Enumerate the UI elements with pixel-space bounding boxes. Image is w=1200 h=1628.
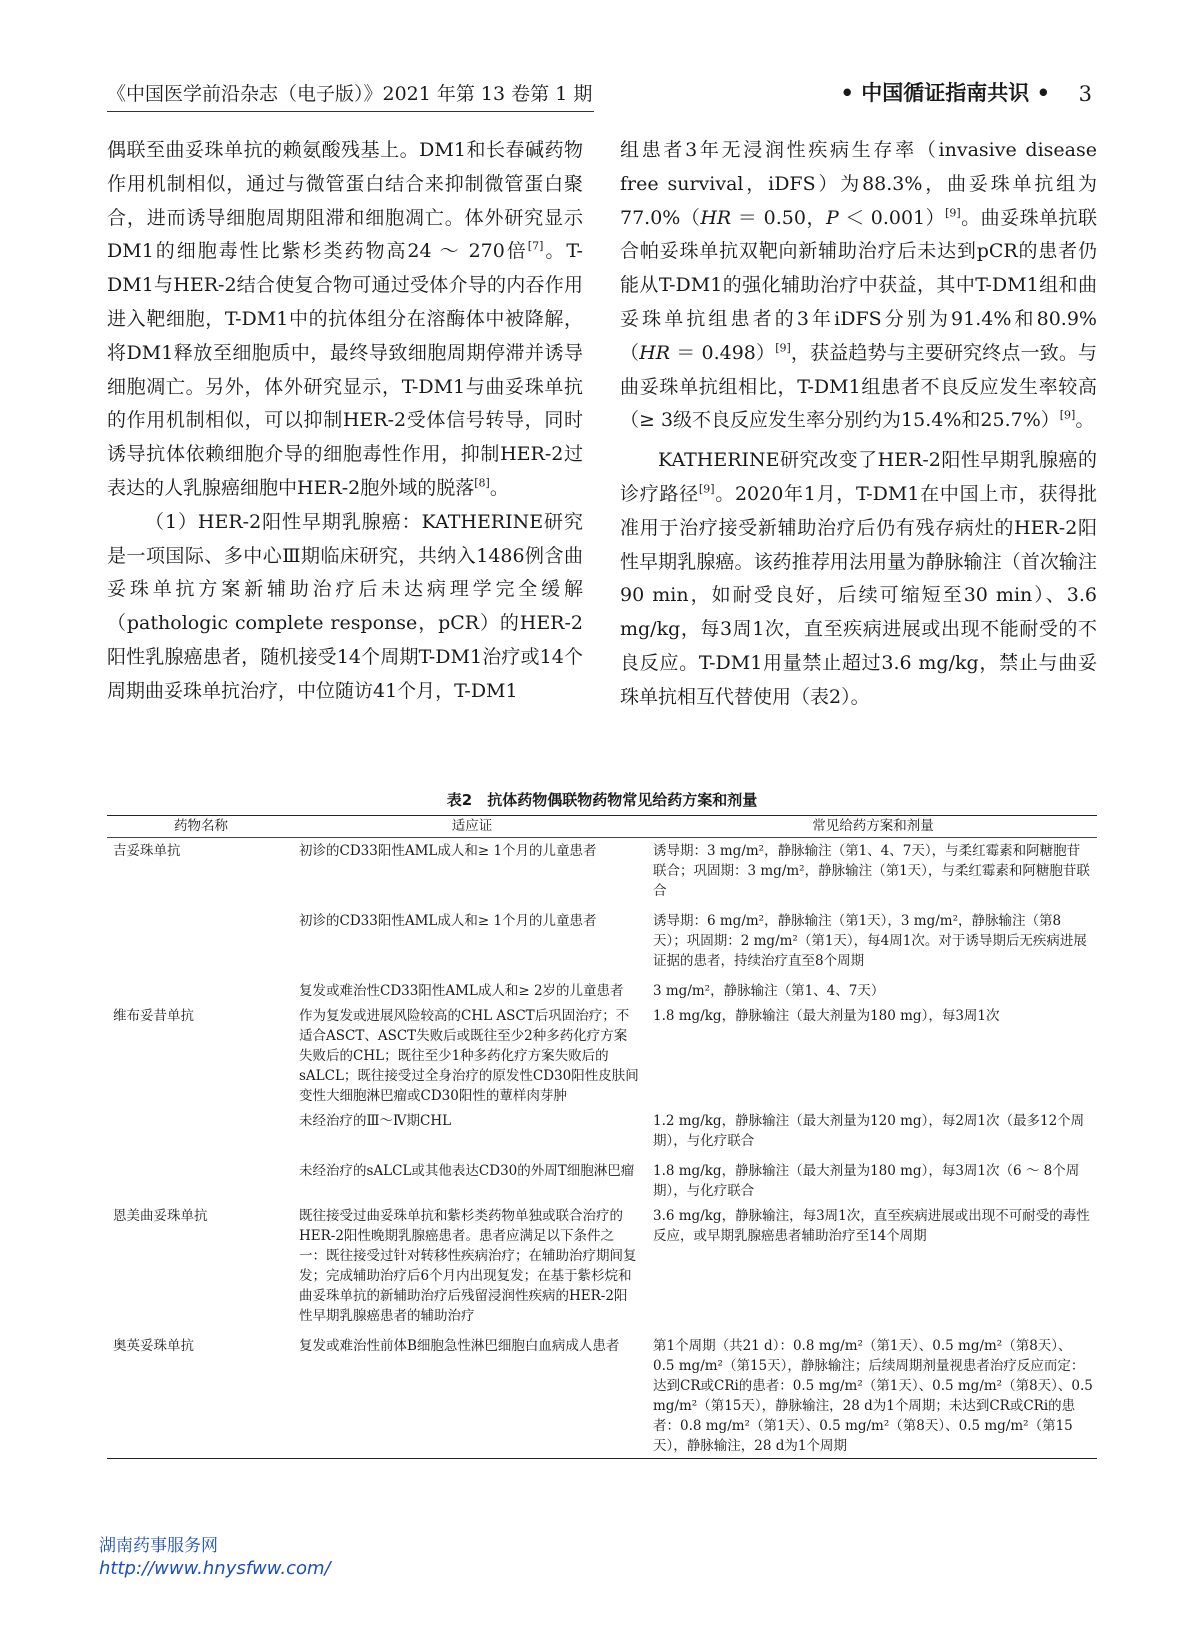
column-header-dose: 常见给药方案和剂量 [649, 816, 1097, 838]
right-paragraph-1 [620, 134, 1097, 438]
text-run: （1）HER-2阳性早期乳腺癌：KATHERINE研究是一项国际、多中心Ⅲ期临床研究，共纳入1486例含曲妥珠单抗方案新辅助治疗后未达病理学完全缓解（pathologic complete response，pCR）的HER-2阳性乳腺癌患者，随机接受14个周期T-DM1治疗或14个周期曲妥珠单抗治疗，中位随访41个月，T-DM1 [107, 510, 583, 702]
hazard-ratio-symbol: HR [639, 341, 671, 364]
dose-cell: 3.6 mg/kg，静脉输注，每3周1次，直至疾病进展或出现不可耐受的毒性反应，或早期乳腺癌患者辅助治疗至14个周期 [653, 1208, 1090, 1244]
text-run: KATHERINE研究改变了HER-2阳性早期乳腺癌的诊疗路径 [620, 449, 1097, 505]
journal-title: 《中国医学前沿杂志（电子版）》2021 年第 13 卷第 1 期 [107, 83, 593, 105]
table-row [107, 1203, 1097, 1328]
text-run: ，获益趋势与主要研究终点一致。与曲妥珠单抗组相比，T-DM1组患者不良反应发生率较高（≥ 3级不良反应发生率分别约为15.4%和25.7%） [620, 341, 1097, 432]
drug-name-cell [107, 1108, 295, 1153]
text-run: 。T-DM1与HER-2结合使复合物可通过受体介导的内吞作用进入靶细胞，T-DM1中的抗体组分在溶酶体中被降解，将DM1释放至细胞质中，最终导致细胞周期停滞并诱导细胞凋亡。另外，体外研究显示，T-DM1与曲妥珠单抗的作用机制相似，可以抑制HER-2受体信号转导，同时诱导抗体依赖细胞介导的细胞毒性作用，抑制HER-2过表达的人乳腺癌细胞中HER-2胞外域的脱落 [107, 240, 583, 499]
citation: [9] [698, 482, 715, 496]
text-run: ＝ 0.50， [731, 206, 826, 229]
table-row [107, 973, 1097, 1003]
table-header-row [107, 816, 1097, 838]
left-paragraph-1 [107, 134, 583, 506]
table-row [107, 903, 1097, 973]
dose-cell: 第1个周期（共21 d）：0.8 mg/m²（第1天）、0.5 mg/m²（第8天）、0.5 mg/m²（第15天），静脉输注；后续周期剂量视患者治疗反应而定：达到CR或CRi的患者：0.5 mg/m²（第1天）、0.5 mg/m²（第8天）、0.5 mg/m²（第15天），静脉输注，28 d为1个周期；未达到CR或CRi的患者：0.8 mg/m²（第1天）、0.5 mg/m²（第8天）、0.5 mg/m²（第15天），静脉输注，28 d为1个周期 [653, 1338, 1093, 1454]
dose-cell: 诱导期：6 mg/m²，静脉输注（第1天），3 mg/m²，静脉输注（第8天）；巩固期：2 mg/m²（第1天），每4周1次。对于诱导期后无疾病进展证据的患者，持续治疗直至8个周期 [653, 913, 1087, 969]
indication-cell: 作为复发或进展风险较高的CHL ASCT后巩固治疗；不适合ASCT、ASCT失败后或既往至少2种多药化疗方案失败后的CHL；既往至少1种多药化疗方案失败后的sALCL；既往接受过全身治疗的原发性CD30阳性皮肤间变性大细胞淋巴瘤或CD30阳性的蕈样肉芽肿 [299, 1008, 639, 1104]
dose-cell: 1.8 mg/kg，静脉输注（最大剂量为180 mg），每3周1次（6 ～ 8个周期），与化疗联合 [653, 1163, 1080, 1199]
drug-name-cell: 维布妥昔单抗 [113, 1008, 194, 1024]
dose-cell: 诱导期：3 mg/m²，静脉输注（第1、4、7天），与柔红霉素和阿糖胞苷联合；巩固期：3 mg/m²，静脉输注（第1天），与柔红霉素和阿糖胞苷联合 [653, 843, 1090, 899]
right-column [620, 134, 1097, 715]
citation: [8] [474, 476, 490, 490]
indication-cell: 复发或难治性CD33阳性AML成人和≥ 2岁的儿童患者 [299, 983, 624, 999]
column-header-drug: 药物名称 [107, 816, 295, 838]
indication-cell: 既往接受过曲妥珠单抗和紫杉类药物单独或联合治疗的HER-2阳性晚期乳腺癌患者。患者应满足以下条件之一：既往接受过针对转移性疾病治疗；在辅助治疗期间复发；完成辅助治疗后6个月内出现复发；在基于紫杉烷和曲妥珠单抗的新辅助治疗后残留浸润性疾病的HER-2阳性早期乳腺癌患者的辅助治疗 [299, 1208, 637, 1324]
citation: [9] [945, 206, 961, 220]
drug-name-cell: 恩美曲妥珠单抗 [113, 1208, 208, 1224]
table-title: 表2 抗体药物偶联物药物常见给药方案和剂量 [446, 791, 758, 809]
drug-name-cell [107, 1153, 295, 1203]
table-row [107, 1328, 1097, 1458]
dosing-table [107, 815, 1097, 1459]
text-run: 。曲妥珠单抗联合帕妥珠单抗双靶向新辅助治疗后未达到pCR的患者仍能从T-DM1的强化辅助治疗中获益，其中T-DM1组和曲妥珠单抗组患者的3年iDFS分别为91.4%和80.9%（ [620, 206, 1097, 364]
indication-cell: 未经治疗的Ⅲ～Ⅳ期CHL [299, 1113, 452, 1129]
text-run: ＝ 0.498） [670, 341, 776, 364]
text-run: 偶联至曲妥珠单抗的赖氨酸残基上。DM1和长春碱药物作用机制相似，通过与微管蛋白结合来抑制微管蛋白聚合，进而诱导细胞周期阻滞和细胞凋亡。体外研究显示DM1的细胞毒性比紫杉类药物高24 ～ 270倍 [107, 139, 583, 263]
header-rule [107, 111, 594, 112]
drug-name-cell [107, 973, 295, 1003]
section-tag: • 中国循证指南共识 • [840, 81, 1050, 105]
text-run: 。2020年1月，T-DM1在中国上市，获得批准用于治疗接受新辅助治疗后仍有残存病灶的HER-2阳性早期乳腺癌。该药推荐用法用量为静脉输注（首次输注90 min，如耐受良好，后续可缩短至30 min）、3.6 mg/kg，每3周1次，直至疾病进展或出现不能耐受的不良反应。T-DM1用量禁止超过3.6 mg/kg，禁止与曲妥珠单抗相互代替使用（表2）。 [620, 482, 1097, 708]
citation: [7] [527, 240, 544, 254]
left-column [107, 134, 583, 709]
text-run: 。 [1075, 409, 1095, 432]
indication-cell: 初诊的CD33阳性AML成人和≥ 1个月的儿童患者 [299, 843, 597, 859]
table-row [107, 1003, 1097, 1108]
table-row [107, 1153, 1097, 1203]
indication-cell: 复发或难治性前体B细胞急性淋巴细胞白血病成人患者 [299, 1338, 620, 1354]
citation: [9] [775, 341, 791, 355]
left-paragraph-2 [107, 506, 583, 709]
indication-cell: 初诊的CD33阳性AML成人和≥ 1个月的儿童患者 [299, 913, 597, 929]
watermark [99, 1535, 331, 1581]
indication-cell: 未经治疗的sALCL或其他表达CD30的外周T细胞淋巴瘤 [299, 1163, 635, 1179]
table-row [107, 838, 1097, 904]
drug-name-cell [107, 903, 295, 973]
p-value-symbol: P [825, 206, 839, 229]
citation: [9] [1059, 409, 1076, 423]
table-row [107, 1108, 1097, 1153]
text-run: 。 [489, 476, 509, 499]
hazard-ratio-symbol: HR [700, 206, 732, 229]
running-header [107, 80, 1092, 116]
column-header-indication: 适应证 [295, 816, 649, 838]
watermark-site-name: 湖南药事服务网 [99, 1536, 218, 1556]
dose-cell: 1.8 mg/kg，静脉输注（最大剂量为180 mg），每3周1次 [653, 1008, 1000, 1024]
watermark-url: http://www.hnysfww.com/ [99, 1558, 331, 1579]
dose-cell: 3 mg/m²，静脉输注（第1、4、7天） [653, 983, 885, 999]
text-run: 组患者3年无浸润性疾病生存率（invasive disease free survival，iDFS）为88.3%，曲妥珠单抗组为77.0%（ [620, 139, 1097, 229]
page-number: 3 [1078, 82, 1092, 106]
drug-name-cell: 吉妥珠单抗 [113, 843, 181, 859]
text-run: ＜ 0.001） [838, 206, 946, 229]
drug-name-cell: 奥英妥珠单抗 [113, 1338, 194, 1354]
dose-cell: 1.2 mg/kg，静脉输注（最大剂量为120 mg），每2周1次（最多12个周期），与化疗联合 [653, 1113, 1085, 1149]
right-paragraph-2 [620, 444, 1097, 714]
